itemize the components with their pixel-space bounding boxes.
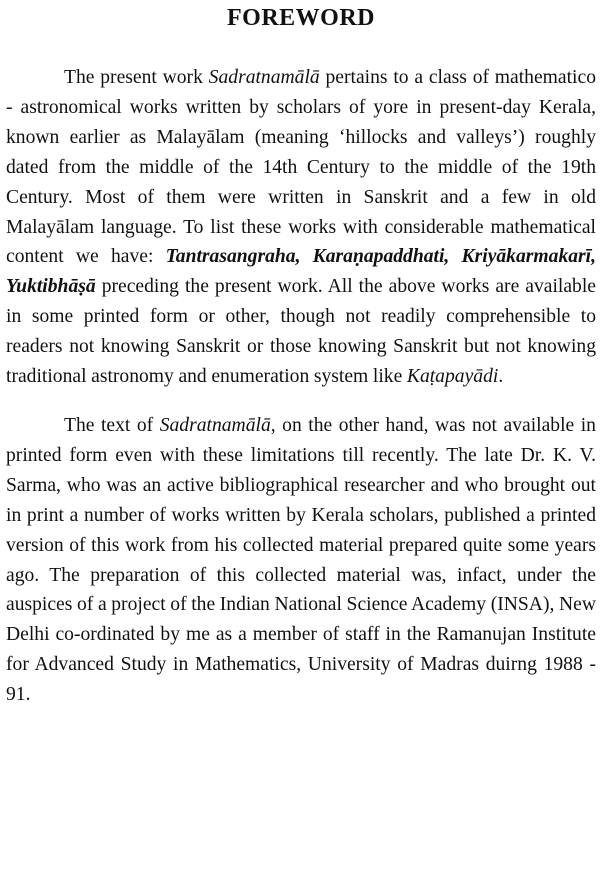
paragraph-2-title-1: Sadratnamālā [159, 414, 271, 436]
paragraph-2-text-1: The text of [64, 414, 160, 436]
paragraph-2 [6, 411, 596, 710]
page-title: FOREWORD [227, 5, 375, 31]
paragraph-2-text-2: , on the other hand, was not available in printed form even with these limitations till recently. The late Dr. K. V. Sarma, who was an active bibliographical researcher and who brought out in print a number of works written by Kerala scholars, published a printed version of this work from his collected material prepared quite some years ago. The preparation of this collected material was, infact, under the auspices of a project of the Indian National Science Academy (INSA), New Delhi co-ordinated by me as a member of staff in the Ramanujan Institute for Advanced Study in Mathematics, University of Madras duirng 1988 - 91. [6, 414, 596, 706]
paragraph-1-text-1: The present work [64, 67, 209, 88]
paragraph-1 [6, 63, 596, 392]
document-page [6, 0, 596, 710]
paragraph-1-text-2: pertains to a class of mathematico - astronomical works written by scholars of yore in present-day Kerala, known earlier as Malayālam (meaning ‘hillocks and valleys’) roughly dated from the middle of the 14th Century to the middle of the 19th Century. Most of them were written in Sanskrit and a few in old Malayālam language. To list these works with considerable mathematical content we have: [6, 67, 596, 268]
paragraph-1-title-3: Kaṭapayādi [406, 366, 499, 388]
paragraph-1-text-3: preceding the present work. All the above works are available in some printed form or other, though not readily comprehensible to readers not knowing Sanskrit or those knowing Sanskrit but not knowing traditional astronomy and enumeration system like [6, 276, 596, 388]
paragraph-1-text-4: . [498, 366, 504, 388]
paragraph-1-title-list: Tantrasangraha, Karaṇapaddhati, Kriyākarmakarī, Yuktibhāṣā [6, 246, 597, 298]
paragraph-1-title-1: Sadratnamālā [208, 67, 320, 88]
